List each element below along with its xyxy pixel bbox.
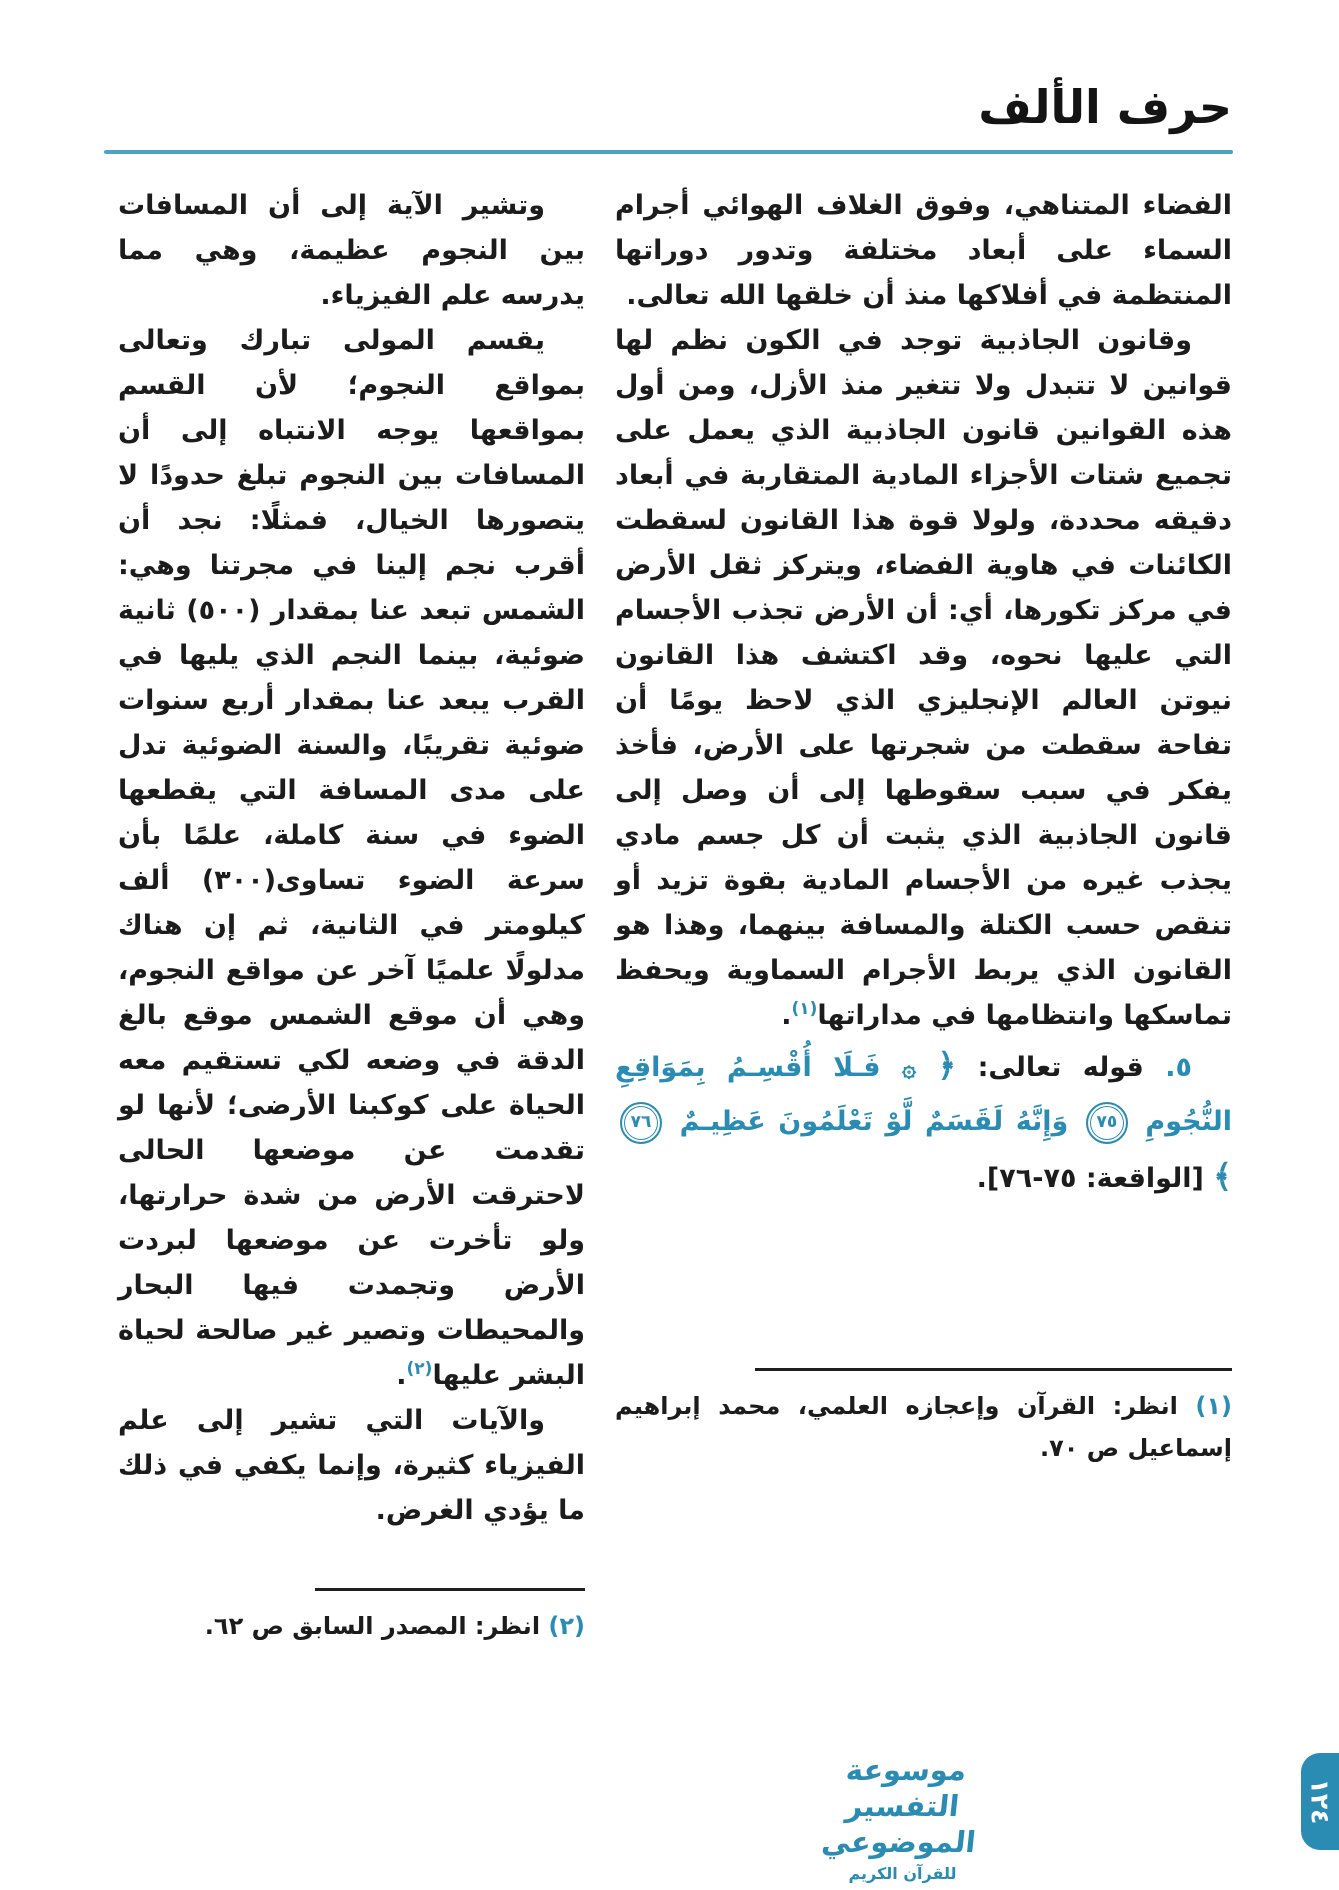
ornate-open-bracket: ﴿ [937,1046,957,1084]
paragraph-end: . [781,1000,792,1031]
paragraph [615,318,1232,1038]
paragraph: والآيات التي تشير إلى علم الفيزياء كثيرة، وإنما يكفي في ذلك ما يؤدي الغرض. [118,1405,585,1526]
paragraph [118,318,585,1398]
footnote-block-1 [615,1368,1232,1469]
footnote-reference-2: (٢) [406,1359,433,1379]
footnote-separator [755,1368,1232,1371]
footnote-marker-1: (١) [1195,1392,1232,1420]
ayah-end-medallion-76: ٧٦ [620,1102,662,1144]
ayah-end-medallion-75: ٧٥ [1086,1102,1128,1144]
verse-item-number: ٥. [1165,1052,1193,1083]
verse-text-part2: وَإِنَّهُ لَقَسَمٌ لَّوْ تَعْلَمُونَ عَظِيـمٌ [679,1106,1069,1137]
paragraph-end: . [396,1360,407,1391]
column-right [615,183,1232,1206]
rub-el-hizb-ornament: ۞ [901,1054,917,1082]
footnote-block-2 [118,1588,585,1647]
paragraph: وتشير الآية إلى أن المسافات بين النجوم عظيمة، وهي مما يدرسه علم الفيزياء. [118,190,585,311]
paragraph-text: وقانون الجاذبية توجد في الكون نظم لها قوانين لا تتبدل ولا تتغير منذ الأزل، ومن أول هذه القوانين قانون الجاذبية الذي يعمل على تجميع شتات الأجزاء المادية المتقاربة في أبعاد دقيقه محددة، ولولا قوة هذا القانون لسقطت الكائنات في هاوية الفضاء، ويتركز ثقل الأرض في مركز تكورها، أي: أن الأرض تجذب الأجسام التي عليها نحوه، وقد اكتشف هذا القانون نيوتن العالم الإنجليزي الذي لاحظ يومًا أن تفاحة سقطت من شجرتها على الأرض، فأخذ يفكر في سبب سقوطها إلى أن وصل إلى قانون الجاذبية الذي يثبت أن كل جسم مادي يجذب غيره من الأجسام المادية بقوة تزيد أو تنقص حسب الكتلة والمسافة بينهما، وهذا هو القانون الذي يربط الأجرام السماوية ويحفظ تماسكها وانتظامها في مداراتها [615,325,1232,1031]
verse-paragraph [615,1038,1232,1206]
verse-text-part1: فَـلَا أُقْسِـمُ بِمَوَاقِعِ النُّجُومِ [615,1052,1232,1137]
footnote-text-2: انظر: المصدر السابق ص ٦٢. [204,1612,541,1640]
footnote-text-1: انظر: القرآن وإعجازه العلمي، محمد إبراهيم إسماعيل ص ٧٠. [615,1392,1232,1462]
ornate-close-bracket: ﴾ [1213,1157,1232,1195]
page-number-tab [1301,1753,1339,1850]
emblem-title: موسوعة التفسير الموضوعي [820,1753,978,1859]
footnote-item [615,1385,1232,1469]
emblem-subtitle: للقرآن الكريم [848,1864,957,1883]
paragraph-text: يقسم المولى تبارك وتعالى بمواقع النجوم؛ لأن القسم بمواقعها يوجه الانتباه إلى أن المسافات بين النجوم تبلغ حدودًا لا يتصورها الخيال، فمثلًا: نجد أن أقرب نجم إلينا في مجرتنا وهي: الشمس تبعد عنا بمقدار (٥٠٠) ثانية ضوئية، بينما النجم الذي يليها في القرب يبعد عنا بمقدار أربع سنوات ضوئية تقريبًا، والسنة الضوئية تدل على مدى المسافة التي يقطعها الضوء في سنة كاملة، علمًا بأن سرعة الضوء تساوى(٣٠٠) ألف كيلومتر في الثانية، ثم إن هناك مدلولًا علميًا آخر عن مواقع النجوم، وهي أن موقع الشمس موقع بالغ الدقة في وضعه لكي تستقيم معه الحياة على كوكبنا الأرضى؛ لأنها لو تقدمت عن موضعها الحالى لاحترقت الأرض من شدة حرارتها، ولو تأخرت عن موضعها لبردت الأرض وتجمدت فيها البحار والمحيطات وتصير غير صالحة لحياة البشر عليها [118,325,585,1391]
header-divider [104,150,1233,154]
column-left [118,183,585,1533]
page-title: حرف الألف [978,80,1232,134]
page-number: ١٢٤ [1305,1778,1335,1825]
footnote-marker-2: (٢) [548,1612,585,1640]
verse-intro: قوله تعالى: [977,1052,1144,1083]
publisher-emblem [795,1752,1010,1883]
footnote-reference-1: (١) [791,999,818,1019]
footnote-item [118,1605,585,1647]
verse-source-citation: [الواقعة: ٧٥-٧٦]. [976,1163,1204,1194]
paragraph: الفضاء المتناهي، وفوق الغلاف الهوائي أجرام السماء على أبعاد مختلفة وتدور دوراتها المنتظمة في أفلاكها منذ أن خلقها الله تعالى. [615,190,1232,311]
footnote-separator [315,1588,585,1591]
